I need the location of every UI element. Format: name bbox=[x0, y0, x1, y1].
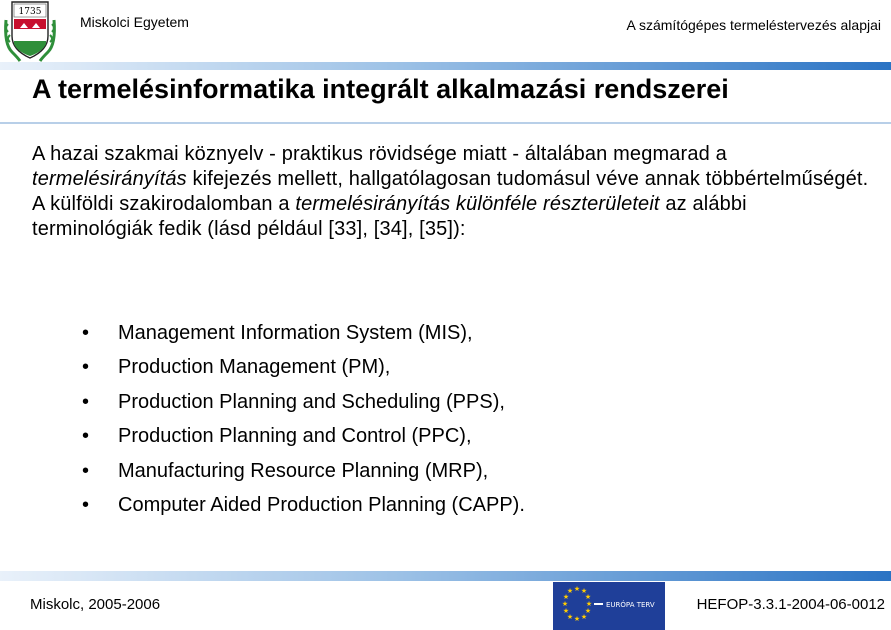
terminology-list bbox=[82, 322, 525, 528]
paragraph-2-text-a: A külföldi szakirodalomban a bbox=[32, 193, 296, 215]
list-item-text: Production Planning and Control (PPC), bbox=[118, 425, 472, 448]
list-item bbox=[82, 391, 525, 425]
list-item bbox=[82, 460, 525, 494]
footer-location-date: Miskolc, 2005-2006 bbox=[30, 596, 161, 613]
list-item-text: Management Information System (MIS), bbox=[118, 322, 473, 344]
university-name: Miskolci Egyetem bbox=[80, 14, 189, 30]
course-title: A számítógépes termeléstervezés alapjai bbox=[626, 17, 881, 33]
svg-text:★: ★ bbox=[573, 585, 581, 593]
paragraph-2-emphasis: termelésirányítás különféle részterületeit bbox=[295, 193, 660, 215]
paragraph-2-text-b: az alábbi terminológiák fedik (lásd például [33], [34], [35]): bbox=[32, 193, 747, 240]
svg-text:★: ★ bbox=[585, 600, 593, 608]
svg-text:★: ★ bbox=[573, 615, 581, 623]
bullet-icon: • bbox=[82, 322, 90, 344]
logo-text: EURÓPA TERV bbox=[606, 601, 655, 609]
list-item bbox=[82, 322, 525, 356]
list-item-text: Manufacturing Resource Planning (MRP), bbox=[118, 459, 489, 482]
list-item-text: Production Planning and Scheduling (PPS), bbox=[118, 390, 505, 413]
svg-text:★: ★ bbox=[566, 587, 574, 595]
project-code: HEFOP-3.3.1-2004-06-0012 bbox=[696, 596, 885, 613]
paragraph-1-text-b: kifejezés mellett, hallgatólagosan tudomásul véve annak többértelműségét. bbox=[186, 167, 869, 190]
header-divider bbox=[0, 62, 891, 70]
svg-text:★: ★ bbox=[566, 613, 574, 621]
svg-text:★: ★ bbox=[580, 613, 588, 621]
title-divider bbox=[0, 122, 891, 124]
footer-divider bbox=[0, 571, 891, 581]
bullet-icon: • bbox=[82, 390, 90, 413]
svg-text:★: ★ bbox=[584, 607, 592, 615]
paragraph-2 bbox=[32, 192, 872, 241]
svg-text:★: ★ bbox=[580, 587, 588, 595]
list-item-text: Production Management (PM), bbox=[118, 356, 391, 379]
bullet-icon: • bbox=[82, 493, 90, 516]
list-item bbox=[82, 494, 525, 528]
paragraph-1 bbox=[32, 142, 872, 191]
bullet-icon: • bbox=[82, 356, 90, 379]
svg-text:★: ★ bbox=[561, 600, 569, 608]
slide-title: A termelésinformatika integrált alkalmazási rendszerei bbox=[32, 74, 729, 104]
list-item bbox=[82, 425, 525, 459]
bullet-icon: • bbox=[82, 459, 90, 482]
crest-year: 1735 bbox=[18, 7, 42, 17]
svg-text:★: ★ bbox=[562, 607, 570, 615]
svg-text:★: ★ bbox=[562, 593, 570, 601]
svg-text:★: ★ bbox=[584, 593, 592, 601]
list-item-text: Computer Aided Production Planning (CAPP). bbox=[118, 493, 525, 516]
slide-body bbox=[32, 142, 872, 241]
list-item bbox=[82, 356, 525, 390]
bullet-icon: • bbox=[82, 425, 90, 448]
paragraph-1-text-a: A hazai szakmai köznyelv - praktikus rövidsége miatt - általában megmarad a bbox=[32, 143, 727, 165]
europa-terv-logo-icon bbox=[553, 582, 665, 630]
paragraph-1-emphasis: termelésirányítás bbox=[32, 167, 187, 190]
university-crest-icon bbox=[2, 0, 58, 62]
